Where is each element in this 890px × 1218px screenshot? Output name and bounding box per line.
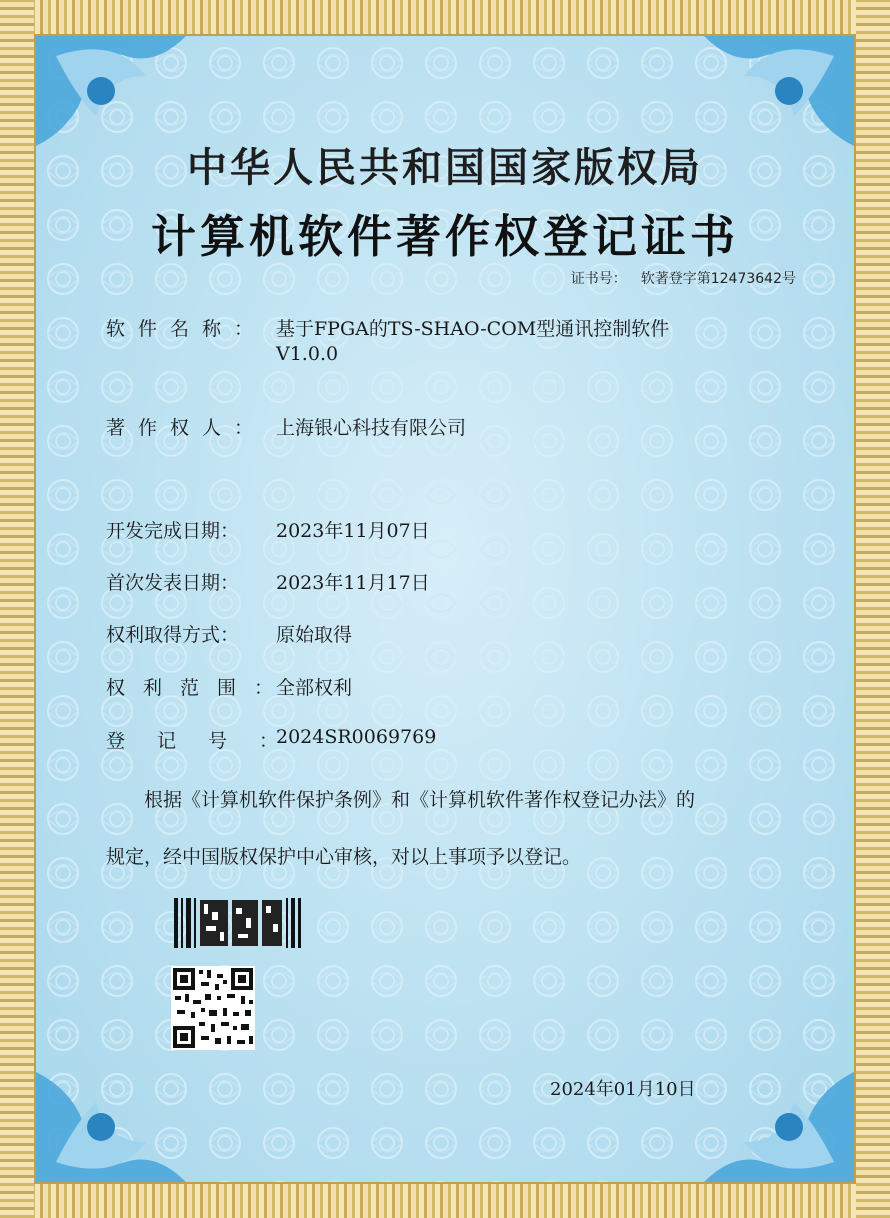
software-name-value: 基于FPGA的TS-SHAO-COM型通讯控制软件 bbox=[276, 318, 670, 340]
barcode bbox=[174, 898, 302, 948]
field-software-name bbox=[106, 314, 669, 365]
statement-line-2: 规定，经中国版权保护中心审核，对以上事项予以登记。 bbox=[106, 846, 582, 868]
field-label: 首次发表日期： bbox=[106, 572, 240, 594]
registration-no-value: 2024SR0069769 bbox=[276, 726, 437, 748]
field-label: 软件名称： bbox=[106, 318, 267, 340]
cert-no-value: 软著登字第12473642号 bbox=[640, 271, 796, 287]
statement-line-1: 根据《计算机软件保护条例》和《计算机软件著作权登记办法》的 bbox=[144, 789, 696, 811]
field-first-publish-date bbox=[106, 568, 430, 595]
field-label: 权利取得方式： bbox=[106, 624, 240, 646]
certificate-number bbox=[571, 268, 796, 288]
acquisition-method-value: 原始取得 bbox=[276, 624, 353, 646]
rights-scope-value: 全部权利 bbox=[276, 677, 353, 699]
field-rights-scope bbox=[106, 673, 352, 700]
field-registration-no bbox=[106, 726, 436, 753]
software-version-value: V1.0.0 bbox=[276, 343, 339, 365]
first-publish-date-value: 2023年11月17日 bbox=[276, 572, 430, 594]
field-label: 著作权人： bbox=[106, 417, 267, 439]
issue-date: 2024年01月10日 bbox=[550, 1079, 696, 1100]
field-label: 开发完成日期： bbox=[106, 520, 240, 542]
field-acquisition-method bbox=[106, 620, 352, 647]
certificate-title: 计算机软件著作权登记证书 bbox=[150, 210, 739, 263]
field-copyright-owner bbox=[106, 413, 466, 440]
field-label: 权利范围： bbox=[106, 677, 292, 699]
issuing-authority: 中华人民共和国国家版权局 bbox=[187, 144, 703, 191]
cert-no-label: 证书号： bbox=[570, 271, 627, 287]
statement bbox=[106, 772, 806, 886]
dev-complete-date-value: 2023年11月07日 bbox=[276, 520, 430, 542]
copyright-owner-value: 上海银心科技有限公司 bbox=[276, 417, 467, 439]
field-dev-complete-date bbox=[106, 516, 430, 543]
field-label: 登记号： bbox=[106, 730, 311, 752]
qr-code bbox=[171, 966, 255, 1050]
